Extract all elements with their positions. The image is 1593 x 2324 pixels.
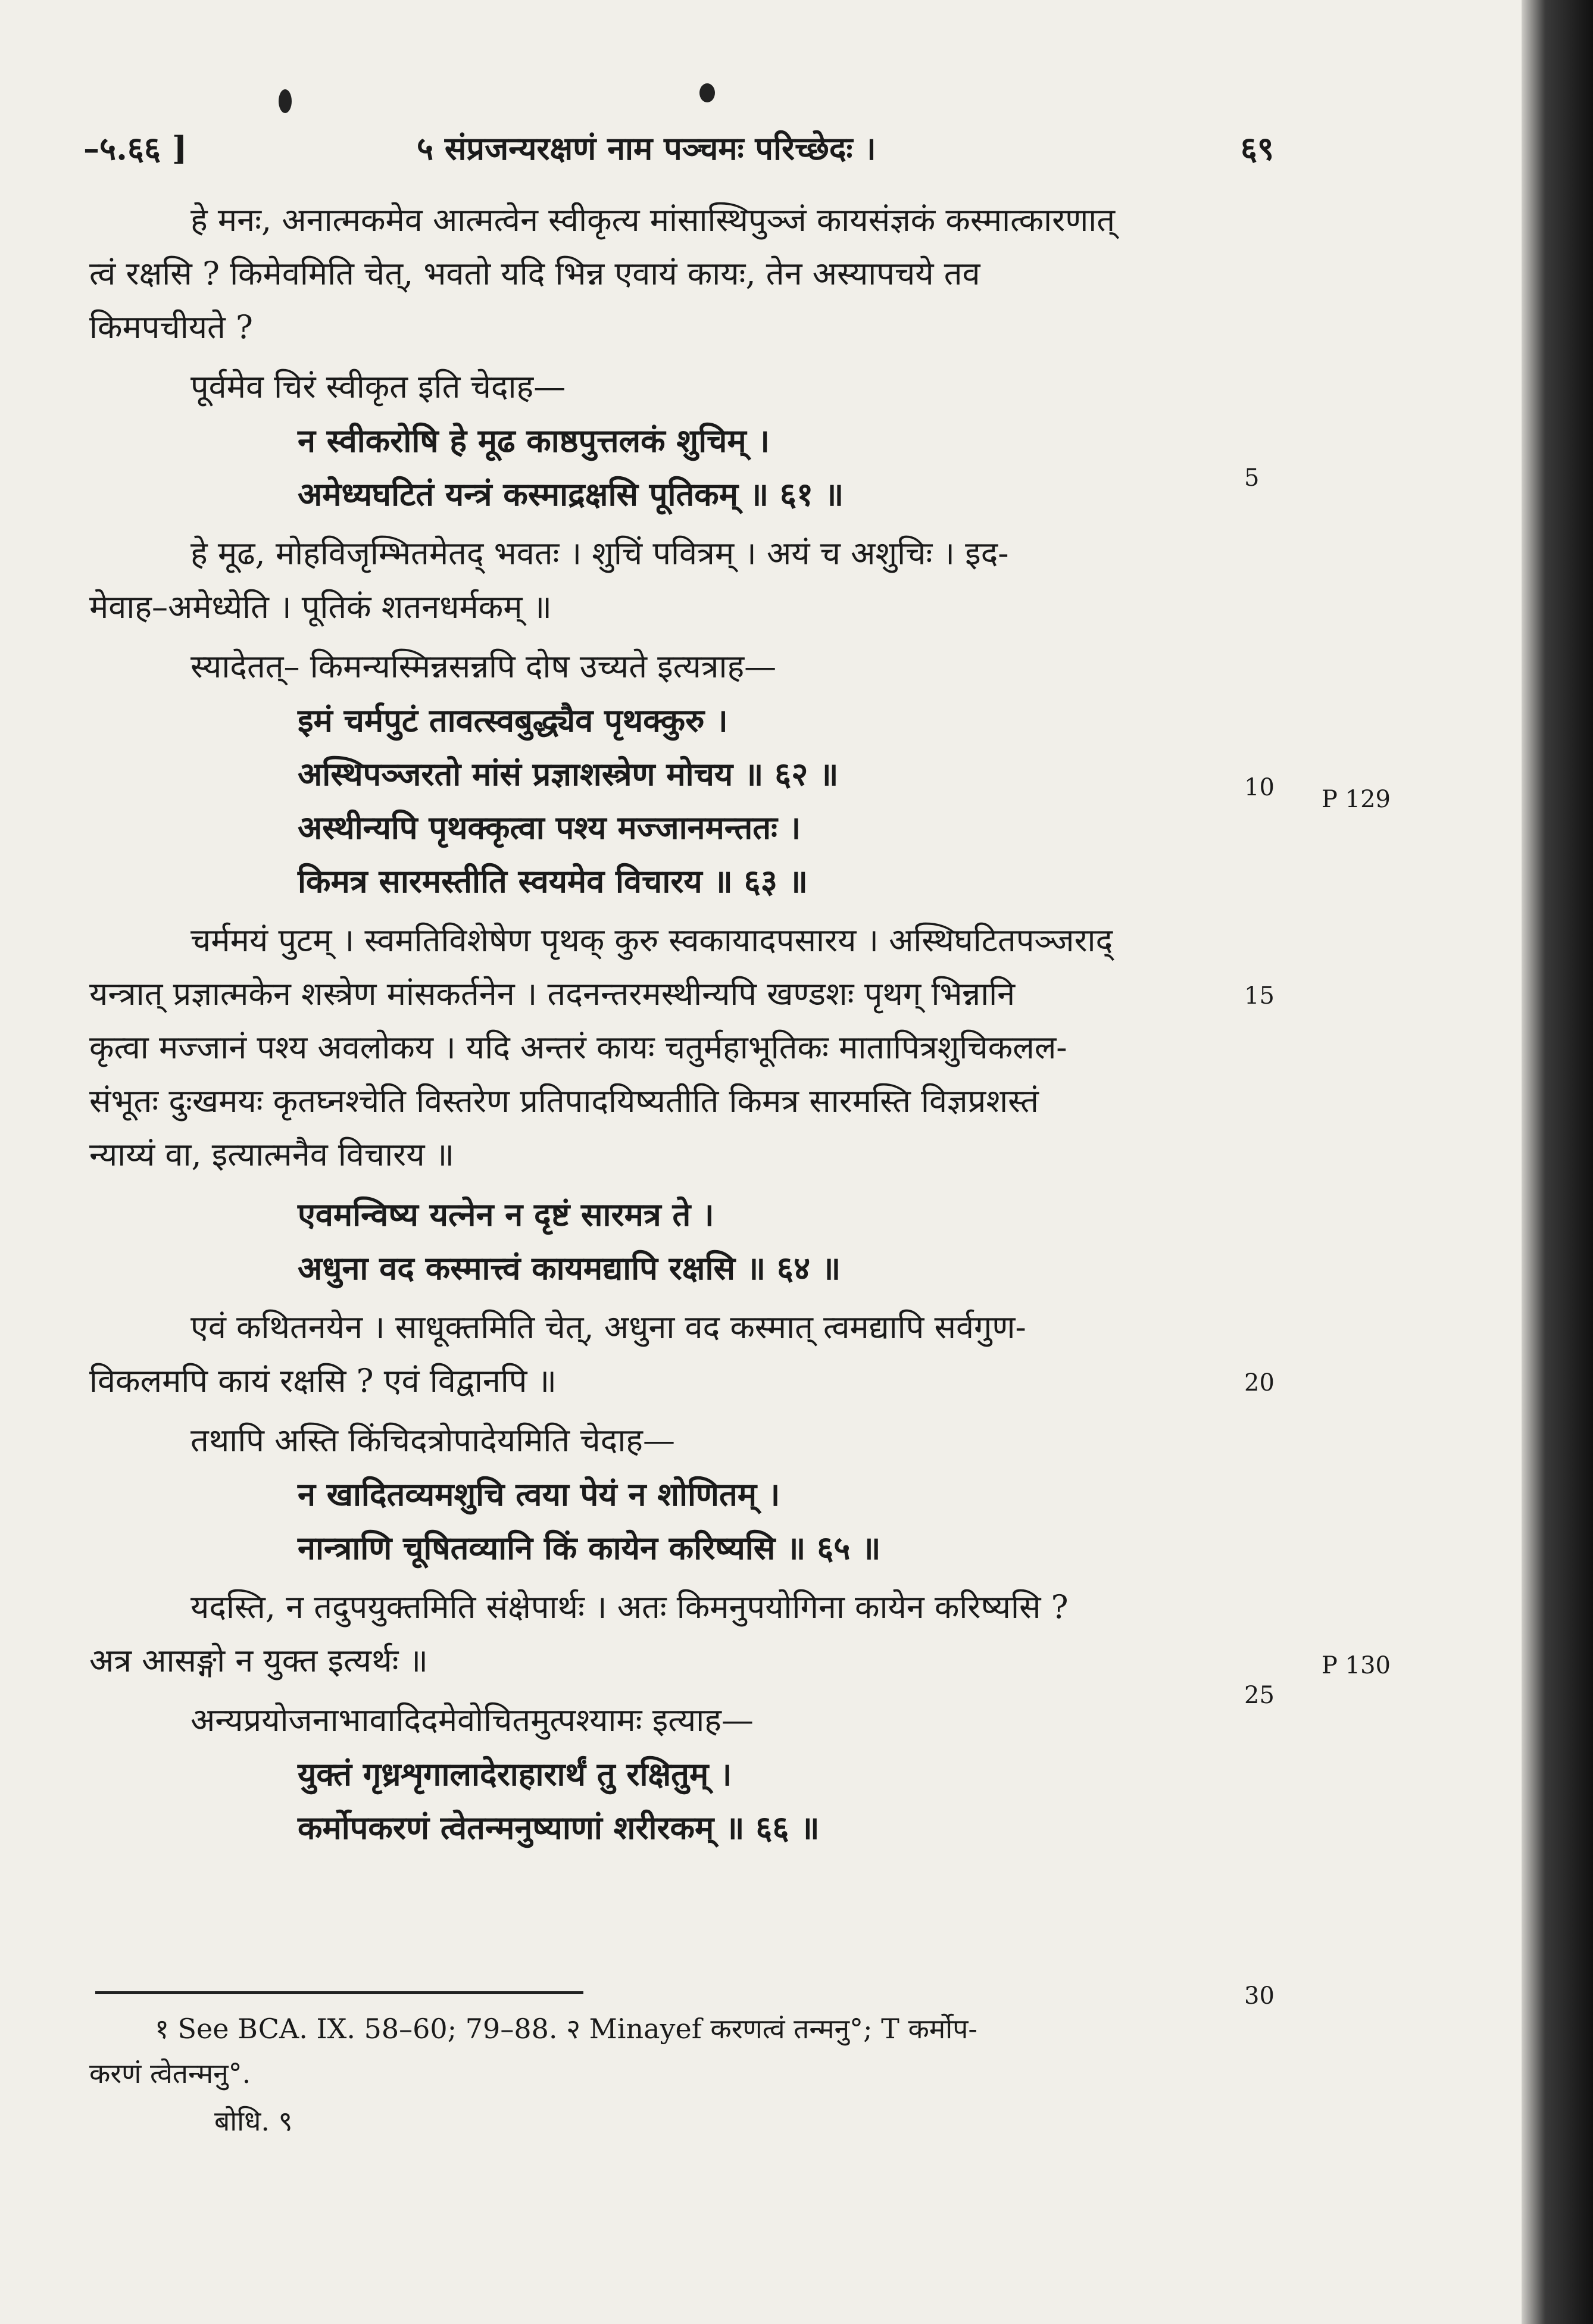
margin-page-ref: P 130 [1322, 1652, 1391, 1679]
line-number: 15 [1244, 982, 1275, 1010]
commentary-line: चर्ममयं पुटम् । स्वमतिविशेषेण पृथक् कुरु स्वकायादपसारय । अस्थिघटितपञ्जराद् [190, 922, 1113, 959]
commentary-line: विकलमपि कायं रक्षसि ? एवं विद्वानपि ॥ [89, 1362, 557, 1400]
commentary-line: अत्र आसङ्गो न युक्त इत्यर्थः ॥ [89, 1642, 429, 1679]
commentary-line: यदस्ति, न तदुपयुक्तमिति संक्षेपार्थः । अतः किमनुपयोगिना कायेन करिष्यसि ? [190, 1588, 1069, 1626]
verse-line: न स्वीकरोषि हे मूढ काष्ठपुत्तलकं शुचिम् । [298, 421, 770, 460]
commentary-line: न्याय्यं वा, इत्यात्मनैव विचारय ॥ [89, 1136, 455, 1173]
verse-line: न खादितव्यमशुचि त्वया पेयं न शोणितम् । [298, 1475, 780, 1513]
verse-line: अस्थीन्यपि पृथक्कृत्वा पश्य मज्जानमन्ततः । [298, 808, 801, 846]
commentary-line: स्यादेतत्– किमन्यस्मिन्नसन्नपि दोष उच्यते इत्यत्राह— [190, 648, 777, 685]
verse-line: युक्तं गृध्रशृगालादेराहारार्थं तु रक्षितुम् । [298, 1755, 732, 1793]
commentary-line: पूर्वमेव चिरं स्वीकृत इति चेदाह— [190, 368, 566, 405]
line-number: 20 [1244, 1369, 1275, 1397]
commentary-line: कृत्वा मज्जानं पश्य अवलोकय । यदि अन्तरं कायः चतुर्महाभूतिकः मातापित्रशुचिकलल- [89, 1029, 1067, 1066]
scan-edge-shadow [1522, 0, 1593, 2324]
margin-page-ref: P 129 [1322, 786, 1391, 813]
verse-line: किमत्र सारमस्तीति स्वयमेव विचारय ॥ ६३ ॥ [298, 862, 808, 900]
verse-line: अस्थिपञ्जरतो मांसं प्रज्ञाशस्त्रेण मोचय ॥ ६२ ॥ [298, 755, 839, 793]
header-folio: ६९ [1240, 129, 1274, 167]
verse-line: अधुना वद कस्मात्त्वं कायमद्यापि रक्षसि ॥ ६४ ॥ [298, 1249, 841, 1287]
verse-line: नान्त्राणि चूषितव्यानि किं कायेन करिष्यसि ॥ ६५ ॥ [298, 1529, 881, 1567]
header-page-ref: –५.६६ ] [83, 129, 188, 167]
commentary-line: अन्यप्रयोजनाभावादिदमेवोचितमुत्पश्यामः इत्याह— [190, 1701, 754, 1739]
line-number: 25 [1244, 1682, 1275, 1709]
commentary-line: संभूतः दुःखमयः कृतघ्नश्चेति विस्तरेण प्रतिपादयिष्यतीति किमत्र सारमस्ति विज्ञप्रशस्तं [89, 1082, 1039, 1120]
commentary-line: एवं कथितनयेन । साधूक्तमिति चेत्, अधुना वद कस्मात् त्वमद्यापि सर्वगुण- [190, 1308, 1026, 1346]
verse-line: एवमन्विष्य यत्नेन न दृष्टं सारमत्र ते । [298, 1195, 714, 1233]
line-number: 30 [1244, 1982, 1275, 2010]
footnote-rule [95, 1991, 583, 1994]
ink-speck [699, 83, 715, 102]
verse-line: अमेध्यघटितं यन्त्रं कस्माद्रक्षसि पूतिकम् ॥ ६१ ॥ [298, 475, 844, 513]
commentary-line: त्वं रक्षसि ? किमेवमिति चेत्, भवतो यदि भिन्न एवायं कायः, तेन अस्यापचये तव [89, 255, 980, 292]
footnote-line: १ See BCA. IX. 58–60; 79–88. २ Minayef करणत्वं तन्मनु°; T कर्मोप- [155, 2013, 977, 2045]
commentary-line: मेवाह–अमेध्येति । पूतिकं शतनधर्मकम् ॥ [89, 588, 552, 626]
commentary-line: हे मूढ, मोहविजृम्भितमेतद् भवतः । शुचिं पवित्रम् । अयं च अशुचिः । इद- [190, 535, 1009, 572]
commentary-line: किमपचीयते ? [89, 308, 253, 346]
commentary-line: हे मनः, अनात्मकमेव आत्मत्वेन स्वीकृत्य मांसास्थिपुञ्जं कायसंज्ञकं कस्मात्कारणात् [190, 201, 1116, 239]
page-header [83, 125, 1274, 179]
verse-line: इमं चर्मपुटं तावत्स्वबुद्ध्यैव पृथक्कुरु । [298, 701, 728, 739]
line-number: 5 [1244, 464, 1260, 492]
footnote-line: करणं त्वेतन्मनु°. [89, 2057, 251, 2089]
header-chapter-title: ५ संप्रजन्यरक्षणं नाम पञ्चमः परिच्छेदः । [417, 129, 876, 167]
ink-speck [279, 89, 292, 113]
line-number: 10 [1244, 774, 1275, 801]
commentary-line: यन्त्रात् प्रज्ञात्मकेन शस्त्रेण मांसकर्तनेन । तदनन्तरमस्थीन्यपि खण्डशः पृथग् भिन्नानि [89, 975, 1016, 1013]
footnote-line: बोधि. ९ [214, 2105, 293, 2137]
verse-line: कर्मोपकरणं त्वेतन्मनुष्याणां शरीरकम् ॥ ६६ ॥ [298, 1808, 820, 1847]
commentary-line: तथापि अस्ति किंचिदत्रोपादेयमिति चेदाह— [190, 1422, 675, 1459]
